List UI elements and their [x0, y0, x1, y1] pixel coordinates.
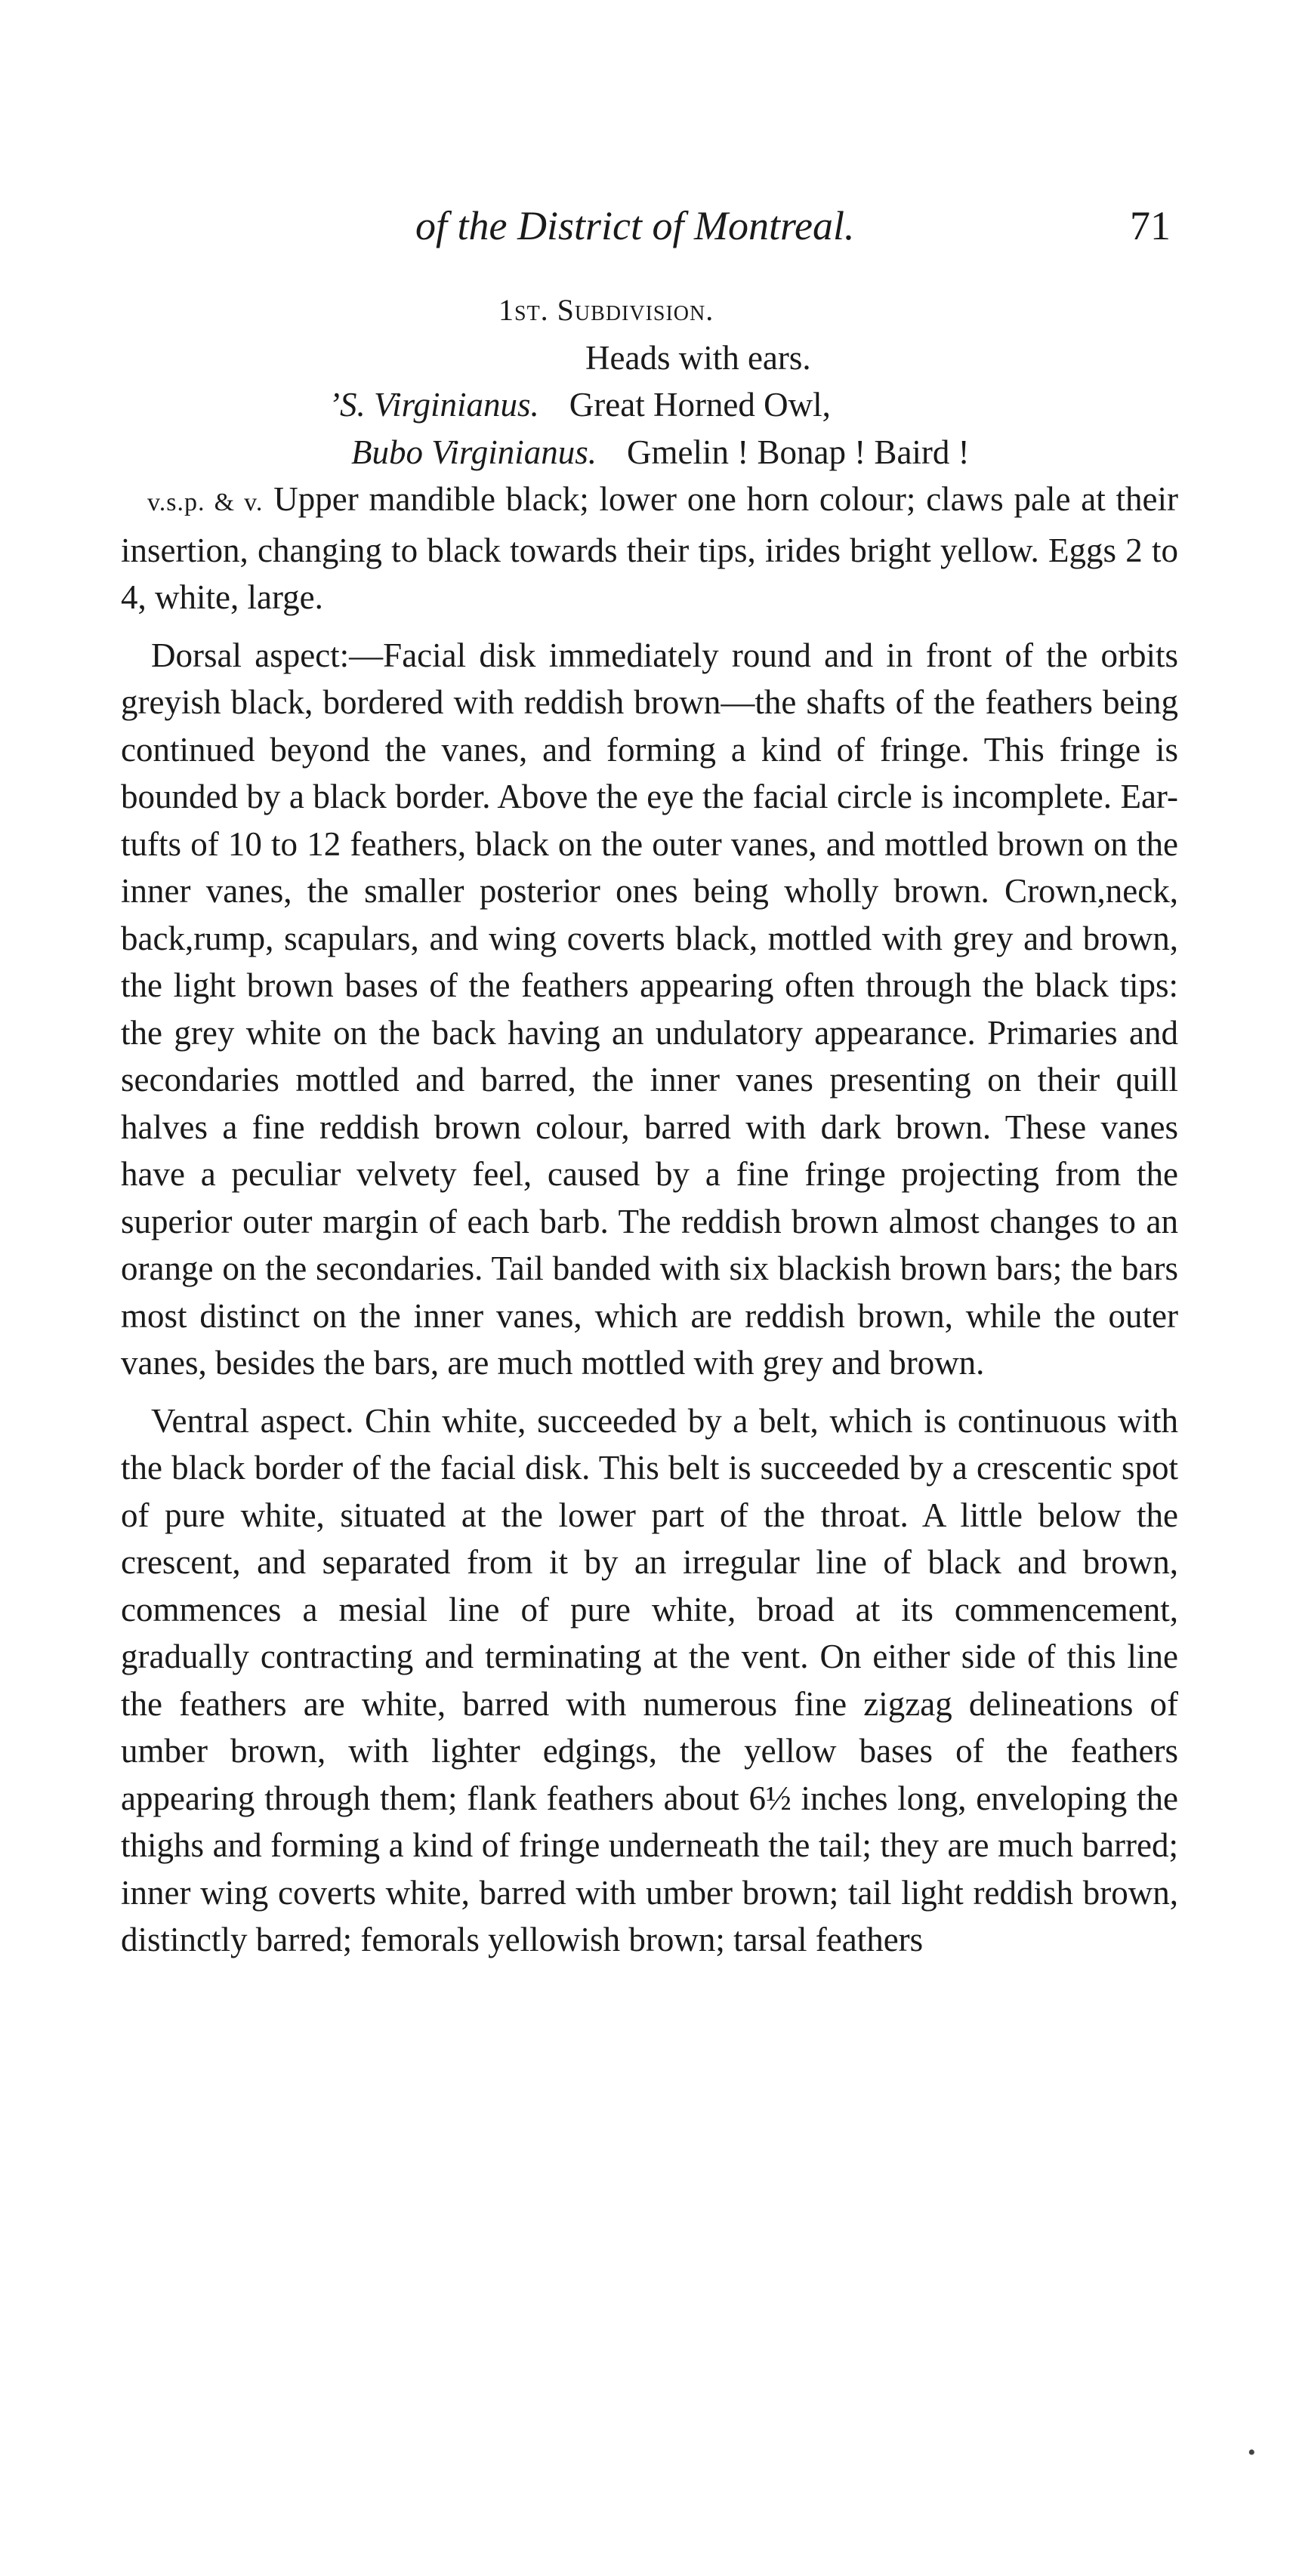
stray-mark: • [1248, 2440, 1256, 2465]
body-text [121, 287, 1178, 1964]
species-common-name: Great Horned Owl, [569, 386, 831, 424]
running-title: of the District of Montreal. [415, 203, 855, 248]
species-prefix: ’S. [329, 386, 366, 424]
dorsal-paragraph: Dorsal aspect:—Facial disk immediately round and in front of the orbits greyish black, bordered with reddish brown—the shafts of the feathers being continued beyond the vanes, and forming a kind of fringe. This fringe is bounded by a black border. Above the eye the facial circle is incomplete. Ear-tufts of 10 to 12 feathers, black on the outer vanes, and mottled brown on the inner vanes, the smaller posterior ones being wholly brown. Crown,neck, back,rump, scapulars, and wing coverts black, mottled with grey and brown, the light brown bases of the feathers appearing often through the black tips: the grey white on the back having an undulatory appearance. Primaries and secondaries mottled and barred, the inner vanes presenting on their quill halves a fine reddish brown colour, barred with dark brown. These vanes have a peculiar velvety feel, caused by a fine fringe projecting from the superior outer margin of each barb. The reddish brown almost changes to an orange on the secondaries. Tail banded with six blackish brown bars; the bars most distinct on the inner vanes, which are reddish brown, while the outer vanes, besides the bars, are much mottled with grey and brown. [121, 636, 1178, 1382]
intro-text: Upper mandible black; lower one horn colour; claws pale at their insertion, changing to black towards their tips, irides bright yellow. Eggs 2 to 4, white, large. [121, 480, 1179, 616]
synonym-latin-name: Bubo Virginianus. [351, 433, 597, 471]
synonym-heading [121, 429, 1178, 476]
group-heading [121, 334, 1178, 382]
ventral-paragraph: Ventral aspect. Chin white, succeeded by a belt, which is continuous with the black border of the facial disk. This belt is succeeded by a crescentic spot of pure white, situated at the lower part of the throat. A little below the crescent, and separated from it by an irregular line of black and brown, commences a mesial line of pure white, broad at its commencement, gradually contracting and terminating at the vent. On either side of this line the feathers are white, barred with numerous fine zigzag delineations of umber brown, with lighter edgings, the yellow bases of the feathers appearing through them; flank feathers about 6½ inches long, enveloping the thighs and forming a kind of fringe underneath the tail; they are much barred; inner wing coverts white, barred with umber brown; tail light reddish brown, distinctly barred; femorals yellowish brown; tarsal feathers [121, 1401, 1178, 1958]
intro-paragraph [121, 476, 1178, 621]
page-number: 71 [1130, 203, 1171, 248]
subdivision-label: 1st. Subdivision. [498, 293, 714, 327]
group-label: Heads with ears. [585, 338, 811, 377]
species-heading [121, 381, 1178, 429]
species-latin-name: Virginianus. [374, 386, 539, 424]
synonym-authorities: Gmelin ! Bonap ! Baird ! [627, 433, 970, 471]
locality-code: v.s.p. & v. [147, 488, 264, 516]
running-head [121, 202, 1178, 255]
subdivision-heading [121, 287, 1178, 334]
